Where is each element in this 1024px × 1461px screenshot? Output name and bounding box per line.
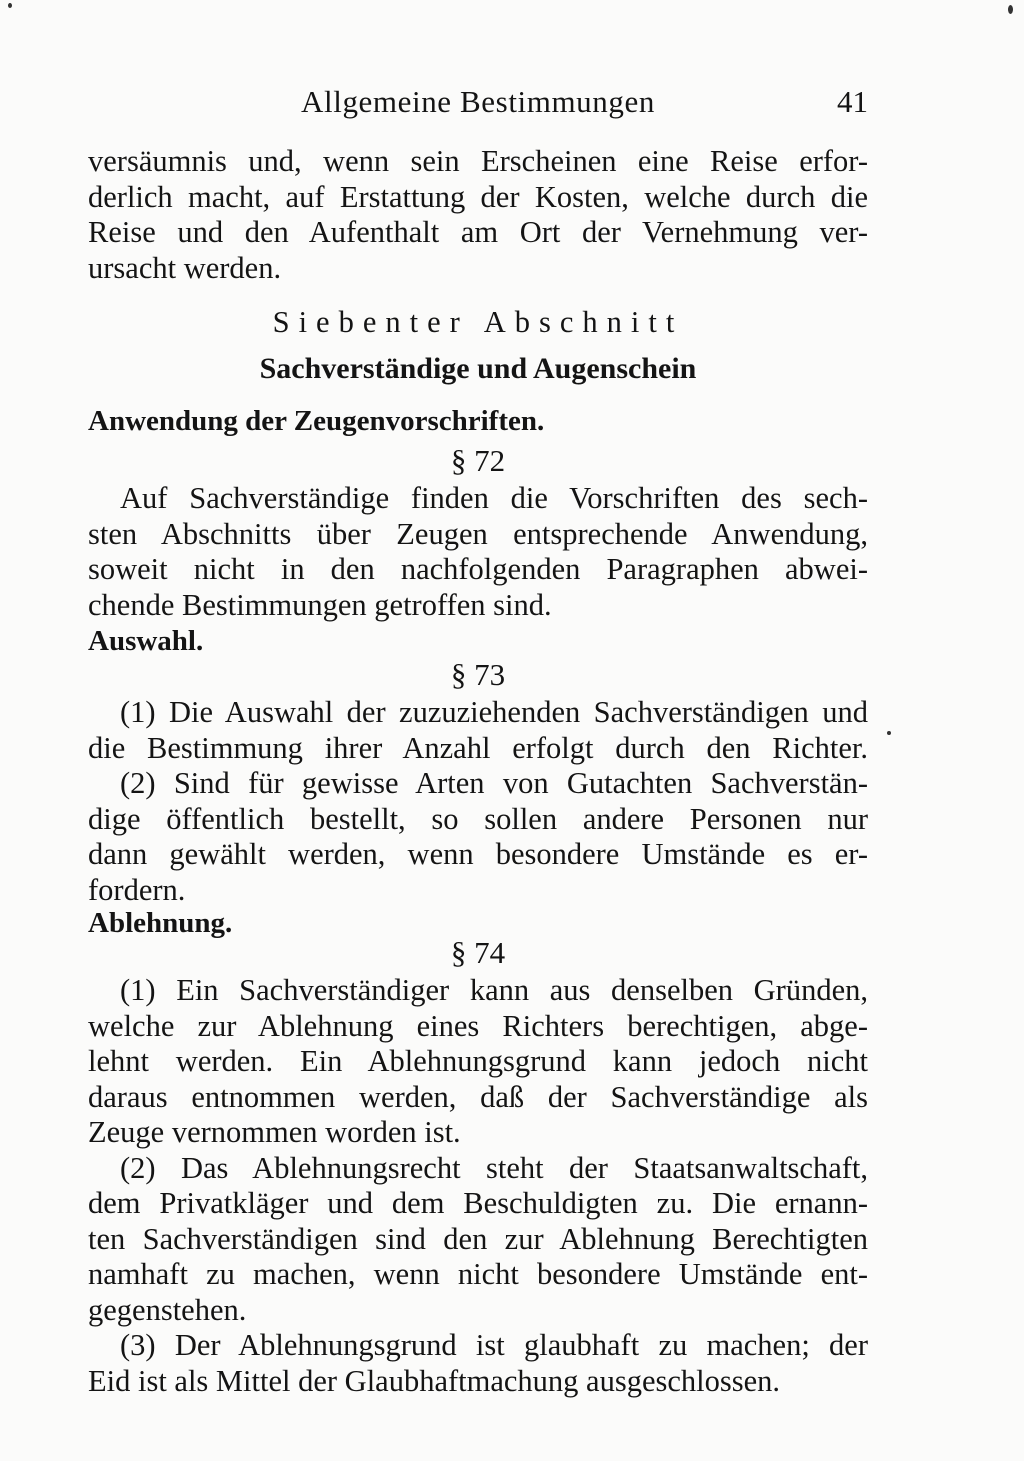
scan-speck xyxy=(887,731,891,735)
text-line: versäumnis und, wenn sein Erscheinen eine Reise erfor- xyxy=(88,144,868,178)
heading-72: Anwendung der Zeugenvorschriften. xyxy=(88,405,545,437)
text-line: Auf Sachverständige finden die Vorschriften des sech- xyxy=(120,481,868,515)
intro-paragraph xyxy=(88,144,868,286)
text-line: (1) Ein Sachverständiger kann aus denselben Gründen, xyxy=(120,973,868,1007)
paragraph-number-73: § 73 xyxy=(450,657,506,692)
paragraph-73-text xyxy=(88,695,868,908)
text-line: namhaft zu machen, wenn nicht besondere Umstände ent- xyxy=(88,1257,868,1291)
text-line: (3) Der Ablehnungsgrund ist glaubhaft zu machen; der xyxy=(120,1328,868,1362)
text-line: ursacht werden. xyxy=(88,250,282,285)
text-line: Reise und den Aufenthalt am Ort der Vernehmung ver- xyxy=(88,215,868,249)
text-line: Eid ist als Mittel der Glaubhaftmachung ausgeschlossen. xyxy=(88,1363,781,1398)
text-line: gegenstehen. xyxy=(88,1292,247,1327)
running-head xyxy=(88,84,868,124)
section-title: Sachverständige und Augenschein xyxy=(259,352,697,385)
running-title: Allgemeine Bestimmungen xyxy=(301,84,655,119)
text-line: lehnt werden. Ein Ablehnungsgrund kann jedoch nicht xyxy=(88,1044,868,1078)
text-line: dann gewählt werden, wenn besondere Umstände es er- xyxy=(88,837,868,871)
text-line: (2) Das Ablehnungsrecht steht der Staatsanwaltschaft, xyxy=(120,1150,868,1185)
section-label: Siebenter Abschnitt xyxy=(272,305,684,339)
heading-73: Auswahl. xyxy=(88,625,204,657)
text-line: soweit nicht in den nachfolgenden Paragraphen abwei- xyxy=(88,552,868,586)
text-line: dem Privatkläger und dem Beschuldigten zu. Die ernann- xyxy=(88,1186,868,1220)
paragraph-74-text xyxy=(88,973,868,1399)
text-line: sten Abschnitts über Zeugen entsprechende Anwendung, xyxy=(88,516,868,551)
scan-speck xyxy=(8,3,12,8)
paragraph-72-text xyxy=(88,481,868,623)
text-line: Zeuge vernommen worden ist. xyxy=(88,1115,461,1149)
text-line: daraus entnommen werden, daß der Sachverständige als xyxy=(88,1079,868,1114)
text-line: fordern. xyxy=(88,872,186,907)
paragraph-number-74: § 74 xyxy=(450,935,506,970)
text-line: ten Sachverständigen sind den zur Ablehnung Berechtigten xyxy=(88,1221,868,1256)
text-line: (1) Die Auswahl der zuzuziehenden Sachverständigen und xyxy=(120,695,868,729)
page-number: 41 xyxy=(837,84,868,119)
paragraph-number-72: § 72 xyxy=(450,443,506,478)
text-line: die Bestimmung ihrer Anzahl erfolgt durch den Richter. xyxy=(88,730,868,765)
text-line: welche zur Ablehnung eines Richters berechtigen, abge- xyxy=(88,1008,868,1043)
heading-74: Ablehnung. xyxy=(88,907,233,939)
text-line: dige öffentlich bestellt, so sollen andere Personen nur xyxy=(88,801,868,836)
text-line: (2) Sind für gewisse Arten von Gutachten Sachverstän- xyxy=(120,766,868,800)
text-line: chende Bestimmungen getroffen sind. xyxy=(88,587,552,622)
scan-speck xyxy=(1008,5,1013,14)
text-line: derlich macht, auf Erstattung der Kosten, welche durch die xyxy=(88,179,868,214)
